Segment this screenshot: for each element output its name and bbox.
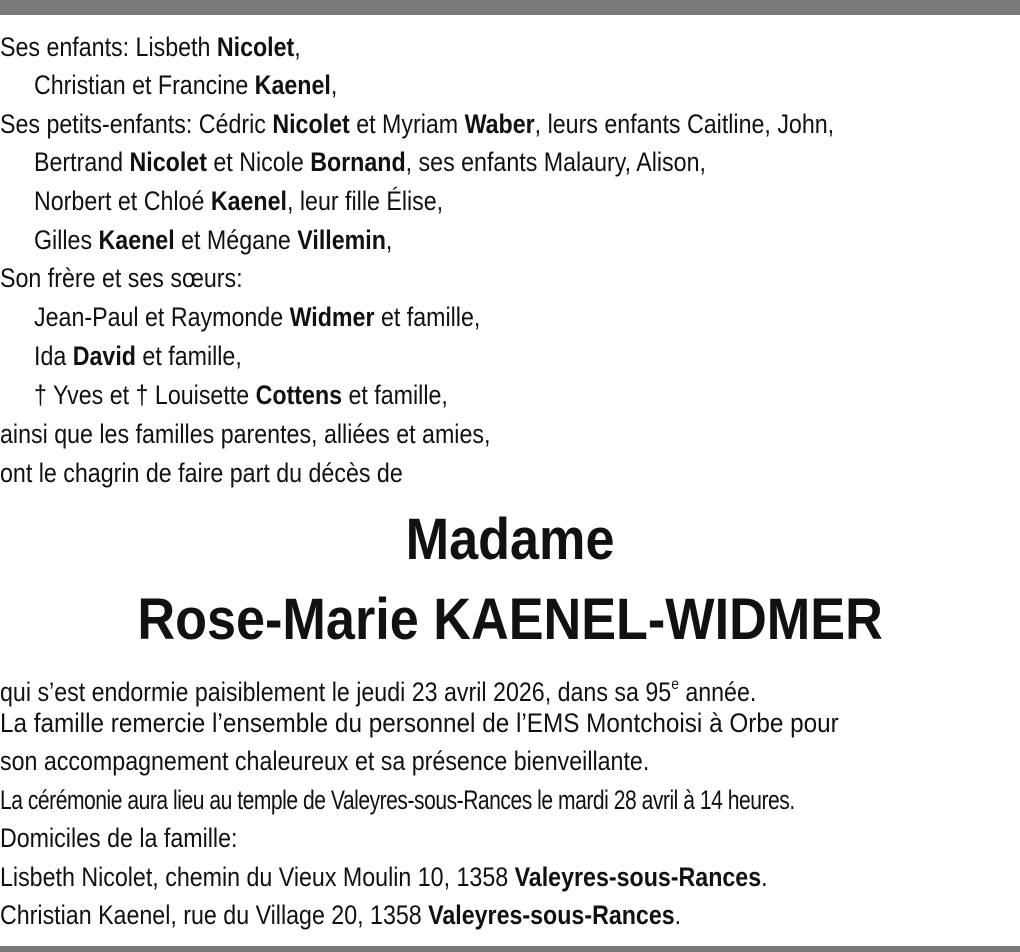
surname: Kaenel	[98, 225, 175, 255]
domiciles-label: Domiciles de la famille:	[0, 823, 238, 853]
text: Jean-Paul et Raymonde	[34, 302, 290, 332]
text: et famille,	[374, 302, 481, 332]
text: et famille,	[342, 380, 448, 410]
grandchildren-line-1	[0, 105, 877, 143]
text: et famille,	[135, 341, 242, 371]
text: Ida	[34, 341, 73, 371]
children-line-1: Ses enfants: Lisbeth Nicolet,	[0, 32, 301, 62]
surname: Bornand	[310, 147, 406, 177]
text: † Yves et † Louisette	[34, 380, 256, 410]
thanks-line-2: son accompagnement chaleureux et sa présence bienveillante.	[0, 746, 650, 776]
sibling-line-1	[34, 298, 911, 336]
surname: Kaenel	[210, 186, 287, 216]
surname: Villemin	[297, 225, 386, 255]
text: qui s’est endormie paisiblement le jeudi 23 avril 2026, dans sa 95	[0, 677, 672, 707]
text: Gilles	[34, 225, 99, 255]
text: , leur fille Élise,	[286, 186, 444, 216]
grandchildren-line-2	[34, 143, 911, 181]
surname: Kaenel	[254, 70, 331, 100]
surname: Nicolet	[272, 109, 350, 139]
text: Lisbeth Nicolet, chemin du Vieux Moulin 10, 1358	[0, 862, 515, 892]
text: et Nicole	[206, 147, 311, 177]
town: Valeyres-sous-Rances	[428, 900, 675, 930]
ordinal-sup: e	[671, 676, 679, 693]
top-rule	[0, 0, 1020, 15]
grandchildren-line-3	[34, 182, 911, 220]
deceased-title-text: Madame	[405, 507, 615, 572]
thanks-line-1: La famille remercie l’ensemble du personnel de l’EMS Montchoisi à Orbe pour	[0, 708, 839, 738]
text: Christian et Francine	[34, 70, 255, 100]
text: et Mégane	[174, 225, 298, 255]
sibling-line-2	[34, 337, 911, 375]
surname: Cottens	[255, 380, 343, 410]
bottom-rule	[0, 946, 1020, 952]
text: année.	[678, 677, 757, 707]
grandchildren-label: Ses petits-enfants: Cédric	[0, 109, 273, 139]
deceased-name	[0, 588, 1020, 652]
announce-line: ont le chagrin de faire part du décès de	[0, 458, 403, 488]
text: Bertrand	[34, 147, 130, 177]
surname: Widmer	[289, 302, 375, 332]
deceased-name-text: Rose-Marie KAENEL-WIDMER	[137, 587, 883, 652]
town: Valeyres-sous-Rances	[514, 862, 762, 892]
children-label: Ses enfants: Lisbeth	[0, 32, 217, 62]
deceased-title	[0, 508, 1020, 572]
surname: Nicolet	[129, 147, 207, 177]
text: Christian Kaenel, rue du Village 20, 1358	[0, 900, 429, 930]
text: , ses enfants Malaury, Alison,	[405, 147, 706, 177]
surname: David	[72, 341, 136, 371]
grandchildren-line-4: Gilles Kaenel et Mégane Villemin,	[34, 225, 393, 255]
sibling-line-3	[34, 376, 911, 414]
address-line-1: Lisbeth Nicolet, chemin du Vieux Moulin 10, 1358 Valeyres-sous-Rances.	[0, 862, 768, 892]
children-line-2: Christian et Francine Kaenel,	[34, 70, 338, 100]
address-line-2: Christian Kaenel, rue du Village 20, 1358 Valeyres-sous-Rances.	[0, 900, 682, 930]
text: et Myriam	[349, 109, 465, 139]
relatives-line: ainsi que les familles parentes, alliées et amies,	[0, 419, 491, 449]
text: , leurs enfants Caitline, John,	[534, 109, 835, 139]
surname: Waber	[464, 109, 535, 139]
ceremony-line: La cérémonie aura lieu au temple de Valeyres-sous-Rances le mardi 28 avril à 14 heures.	[0, 785, 795, 815]
surname: Nicolet	[216, 32, 295, 62]
text: Norbert et Chloé	[34, 186, 211, 216]
siblings-label: Son frère et ses sœurs:	[0, 263, 243, 293]
